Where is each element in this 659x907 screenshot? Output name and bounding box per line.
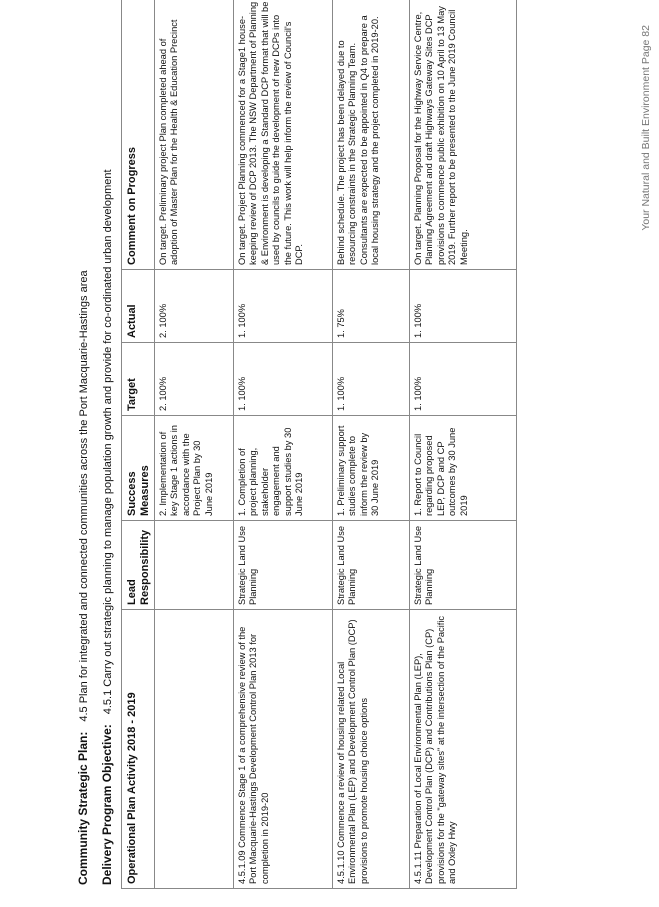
- cell-activity: [155, 610, 234, 889]
- page-footer: Your Natural and Built Environment Page 82: [640, 25, 652, 231]
- cell-comment: Behind schedule. The project has been delayed due to resourcing constraints in the Strategic Planning Team. Consultants are expected to be appointed in Q4 to prepare a local housing strategy and the project completed in 2019-20.: [333, 0, 410, 270]
- cell-lead: Strategic Land Use Planning: [410, 521, 517, 610]
- cell-target: 1. 100%: [333, 343, 410, 416]
- cell-lead: [155, 521, 234, 610]
- cell-actual: 1. 100%: [234, 270, 333, 343]
- cell-target: 1. 100%: [234, 343, 333, 416]
- dpo-label: Delivery Program Objective:: [100, 724, 114, 885]
- cell-target: 2. 100%: [155, 343, 234, 416]
- cell-actual: 1. 100%: [410, 270, 517, 343]
- csp-label: Community Strategic Plan:: [76, 731, 90, 885]
- header-measures: Success Measures: [122, 416, 155, 521]
- table-row: [155, 0, 234, 889]
- header-lead: Lead Responsibility: [122, 521, 155, 610]
- cell-target: 1. 100%: [410, 343, 517, 416]
- cell-activity: 4.5.1.11 Preparation of Local Environmental Plan (LEP), Development Control Plan (DCP) and Contributions Plan (CP) provisions for the "gateway sites" at the intersection of the Pacific and Oxley Hwy: [410, 610, 517, 889]
- cell-measures: 2. Implementation of key Stage 1 actions in accordance with the Project Plan by 30 June 2019: [155, 416, 234, 521]
- csp-value: 4.5 Plan for integrated and connected communities across the Port Macquarie-Hastings area: [78, 270, 90, 722]
- cell-activity: 4.5.1.09 Commence Stage 1 of a comprehensive review of the Port Macquarie-Hastings Development Control Plan 2013 for completion in 2019-20: [234, 610, 333, 889]
- cell-comment: On target. Planning Proposal for the Highway Service Centre, Planning Agreement and draft Highways Gateway Sites DCP provisions to commence public exhibition on 10 April to 13 May 2019. Further report to be presented to the June 2019 Council Meeting.: [410, 0, 517, 270]
- cell-activity: 4.5.1.10 Commence a review of housing related Local Environmental Plan (LEP) and Development Control Plan (DCP) provisions to promote housing choice options: [333, 610, 410, 889]
- cell-measures: 1. Report to Council regarding proposed LEP, DCP and CP outcomes by 30 June 2019: [410, 416, 517, 521]
- table-row: [410, 0, 517, 889]
- header-actual: Actual: [122, 270, 155, 343]
- dpo-value: 4.5.1 Carry out strategic planning to manage population growth and provide for co-ordinated urban development: [102, 169, 114, 715]
- table-row: [234, 0, 333, 889]
- header-activity: Operational Plan Activity 2018 - 2019: [122, 610, 155, 889]
- header-target: Target: [122, 343, 155, 416]
- header-comment: Comment on Progress: [122, 0, 155, 270]
- cell-lead: Strategic Land Use Planning: [333, 521, 410, 610]
- cell-comment: On target. Preliminary project Plan completed ahead of adoption of Master Plan for the Health & Education Precinct: [155, 0, 234, 270]
- table-header-row: [122, 0, 155, 889]
- cell-measures: 1. Completion of project planning, stakeholder engagement and support studies by 30 June 2019: [234, 416, 333, 521]
- community-strategic-plan-line: [76, 270, 90, 885]
- cell-comment: On target. Project Planning commenced for a Stage1 house-keeping review of DCP 2013. The NSW Department of Planning & Environment is developing a Standard DCP format that will be used by councils to guide the development of new DCPs into the future. This work will help inform the review of Council's DCP.: [234, 0, 333, 270]
- cell-actual: 2. 100%: [155, 270, 234, 343]
- cell-lead: Strategic Land Use Planning: [234, 521, 333, 610]
- table-row: [333, 0, 410, 889]
- cell-measures: 1. Preliminary support studies complete to inform the review by 30 June 2019: [333, 416, 410, 521]
- operational-plan-table: [121, 0, 517, 889]
- cell-actual: 1. 75%: [333, 270, 410, 343]
- delivery-program-objective-line: [100, 169, 114, 885]
